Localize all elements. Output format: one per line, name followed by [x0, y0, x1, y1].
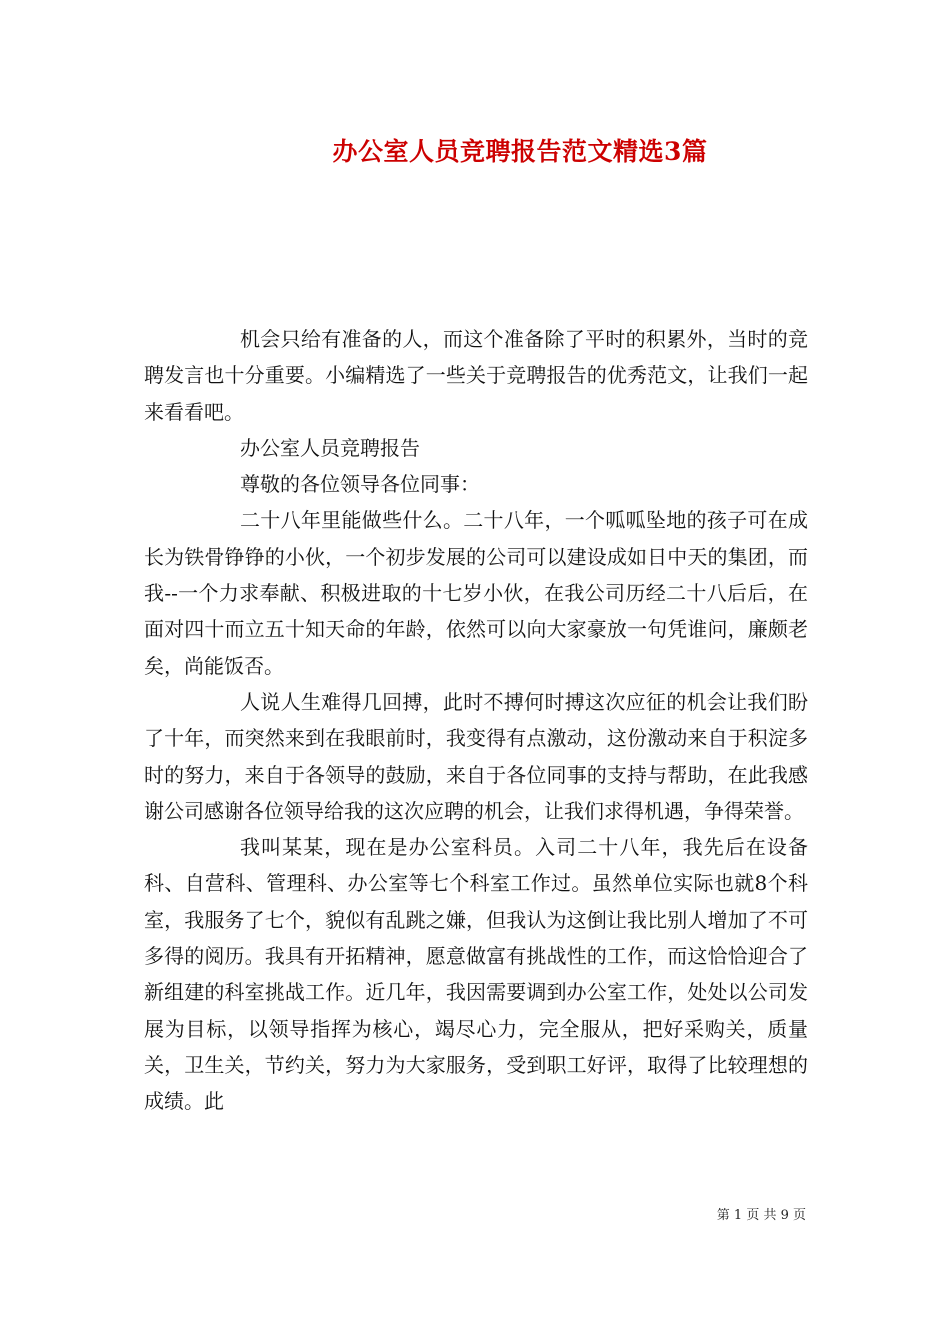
- document-body: [144, 321, 808, 1120]
- page-footer: 第 1 页 共 9 页: [716, 1208, 806, 1223]
- paragraph-salutation: 尊敬的各位领导各位同事：: [240, 472, 480, 497]
- document-title: 办公室人员竞聘报告范文精选3篇: [332, 137, 708, 166]
- paragraph-section-heading: 办公室人员竞聘报告: [240, 435, 420, 460]
- paragraph-body-2: 人说人生难得几回搏，此时不搏何时搏这次应征的机会让我们盼了十年，而突然来到在我眼前时，我变得有点激动，这份激动来自于积淀多时的努力，来自于各领导的鼓励，来自于各位同事的支持与帮助，在此我感谢公司感谢各位领导给我的这次应聘的机会，让我们求得机遇，争得荣誉。: [144, 689, 808, 823]
- paragraph-body-1: 二十八年里能做些什么。二十八年，一个呱呱坠地的孩子可在成长为铁骨铮铮的小伙，一个初步发展的公司可以建设成如日中天的集团，而我--一个力求奉献、积极进取的十七岁小伙，在我公司历经二十八后后，在面对四十而立五十知天命的年龄，依然可以向大家豪放一句凭谁问，廉颇老矣，尚能饭否。: [144, 508, 808, 678]
- paragraph-body-3: 我叫某某，现在是办公室科员。入司二十八年，我先后在设备科、自营科、管理科、办公室等七个科室工作过。虽然单位实际也就8个科室，我服务了七个，貌似有乱跳之嫌，但我认为这倒让我比别人增加了不可多得的阅历。我具有开拓精神，愿意做富有挑战性的工作，而这恰恰迎合了新组建的科室挑战工作。近几年，我因需要调到办公室工作，处处以公司发展为目标，以领导指挥为核心，竭尽心力，完全服从，把好采购关，质量关，卫生关，节约关，努力为大家服务，受到职工好评，取得了比较理想的成绩。此: [144, 835, 808, 1114]
- paragraph-intro: 机会只给有准备的人，而这个准备除了平时的积累外，当时的竞聘发言也十分重要。小编精选了一些关于竞聘报告的优秀范文，让我们一起来看看吧。: [144, 327, 808, 424]
